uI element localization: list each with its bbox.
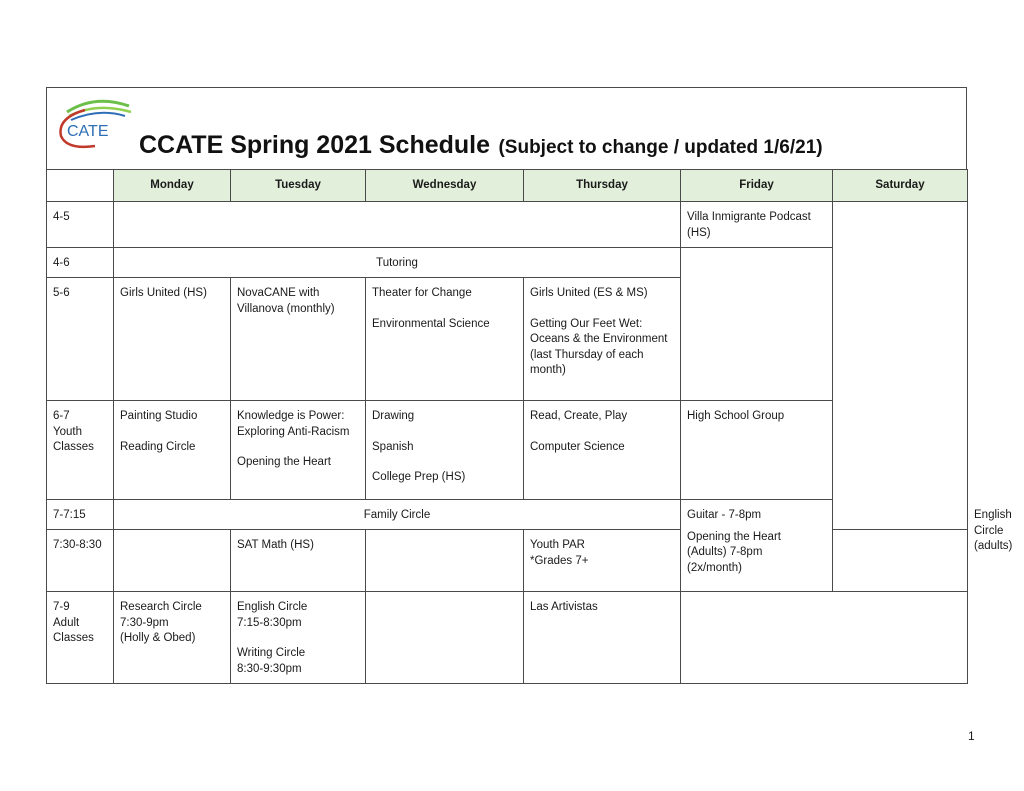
- wednesday-cell: [366, 278, 524, 401]
- table-row: [47, 202, 968, 248]
- day-thursday: Thursday: [524, 170, 681, 202]
- class-line: Drawing: [372, 410, 415, 422]
- logo-text: CATE: [67, 123, 109, 140]
- time-cell: [47, 401, 114, 500]
- class-line: Painting Studio: [120, 410, 198, 422]
- friday-cell: [681, 530, 833, 592]
- class-line: Writing Circle: [237, 647, 306, 659]
- class-line: 7:30-9pm: [120, 616, 169, 629]
- empty-cell: [114, 202, 681, 248]
- class-line: Spanish: [372, 440, 414, 453]
- family-circle-cell: Family Circle: [114, 500, 681, 530]
- wednesday-cell: [366, 401, 524, 500]
- class-line: Opening the Heart: [237, 456, 331, 468]
- tuesday-cell: [231, 401, 366, 500]
- time-cell: 7-7:15: [47, 500, 114, 530]
- thursday-cell: Las Artivistas: [524, 592, 681, 684]
- title-main: CCATE Spring 2021 Schedule: [139, 131, 491, 159]
- table-row: 7-7:15 Family Circle Guitar - 7-8pm English Circle (adults): [47, 500, 968, 530]
- friday-cell: Guitar - 7-8pm: [681, 500, 833, 530]
- schedule-table: [46, 169, 1013, 684]
- class-line: (Holly & Obed): [120, 632, 196, 644]
- class-line: Oceans & the Environment: [530, 333, 668, 345]
- class-line: NovaCANE with: [237, 287, 320, 299]
- monday-empty-cell: [114, 530, 231, 592]
- wednesday-empty-cell: [366, 592, 524, 684]
- class-line: Read, Create, Play: [530, 410, 628, 422]
- class-line: (last Thursday of each: [530, 348, 644, 361]
- class-line: Environmental Science: [372, 317, 490, 330]
- corner-cell: [47, 170, 114, 202]
- time-line: 6-7: [53, 410, 70, 422]
- time-cell: 7:30-8:30: [47, 530, 114, 592]
- class-line: Knowledge is Power:: [237, 410, 345, 422]
- class-line: Girls United (ES & MS): [530, 287, 648, 299]
- day-friday: Friday: [681, 170, 833, 202]
- friday-empty-cell: [681, 248, 833, 401]
- table-row: [47, 248, 968, 278]
- title-sub: (Subject to change / updated 1/6/21): [498, 137, 823, 158]
- wednesday-empty-cell: [366, 530, 524, 592]
- class-line: 7:15-8:30pm: [237, 616, 302, 629]
- class-line: 8:30-9:30pm: [237, 662, 302, 675]
- table-row: [47, 592, 968, 684]
- class-line: Youth PAR: [530, 539, 585, 551]
- monday-cell: [114, 401, 231, 500]
- tuesday-cell: [231, 592, 366, 684]
- thursday-cell: [524, 278, 681, 401]
- class-line: Exploring Anti-Racism: [237, 425, 350, 438]
- time-cell: [47, 592, 114, 684]
- page-title: [139, 131, 823, 160]
- day-wednesday: Wednesday: [366, 170, 524, 202]
- time-line: Classes: [53, 441, 94, 453]
- time-cell: 5-6: [47, 278, 114, 401]
- table-row: [47, 530, 968, 592]
- friday-cell: [681, 202, 833, 248]
- page-number: 1: [968, 729, 975, 743]
- day-tuesday: Tuesday: [231, 170, 366, 202]
- class-line: (Adults) 7-8pm: [687, 546, 763, 558]
- time-line: Youth: [53, 425, 82, 438]
- ccate-logo: [55, 96, 133, 152]
- day-header-row: [47, 170, 968, 202]
- class-line: Villa Inmigrante Podcast: [687, 211, 811, 223]
- time-line: 7-9: [53, 601, 70, 613]
- tutoring-cell: Tutoring: [114, 248, 681, 278]
- time-cell: 4-6: [47, 248, 114, 278]
- thursday-cell: [524, 530, 681, 592]
- monday-cell: Girls United (HS): [114, 278, 231, 401]
- friday-cell: High School Group: [681, 401, 833, 500]
- class-line: Research Circle: [120, 601, 202, 613]
- class-line: Computer Science: [530, 440, 625, 453]
- class-line: Opening the Heart: [687, 530, 781, 543]
- time-line: Adult: [53, 616, 80, 629]
- class-line: *Grades 7+: [530, 554, 589, 567]
- saturday-empty-cell: [833, 202, 968, 530]
- class-line: English Circle: [237, 601, 308, 613]
- time-line: Classes: [53, 632, 94, 644]
- title-bar: [46, 87, 967, 169]
- class-line: (2x/month): [687, 561, 742, 574]
- tuesday-cell: [231, 278, 366, 401]
- class-line: Reading Circle: [120, 440, 196, 453]
- thursday-cell: [524, 401, 681, 500]
- class-line: month): [530, 364, 566, 376]
- class-line: (HS): [687, 226, 711, 239]
- day-saturday: Saturday: [833, 170, 968, 202]
- class-line: Theater for Change: [372, 287, 472, 299]
- class-line: College Prep (HS): [372, 471, 466, 483]
- schedule-document: [46, 87, 1013, 684]
- friday-saturday-empty-cell: [681, 592, 968, 684]
- class-line: Villanova (monthly): [237, 302, 335, 315]
- table-row: [47, 401, 968, 500]
- time-cell: 4-5: [47, 202, 114, 248]
- monday-cell: [114, 592, 231, 684]
- class-line: Getting Our Feet Wet:: [530, 317, 643, 330]
- tuesday-cell: SAT Math (HS): [231, 530, 366, 592]
- day-monday: Monday: [114, 170, 231, 202]
